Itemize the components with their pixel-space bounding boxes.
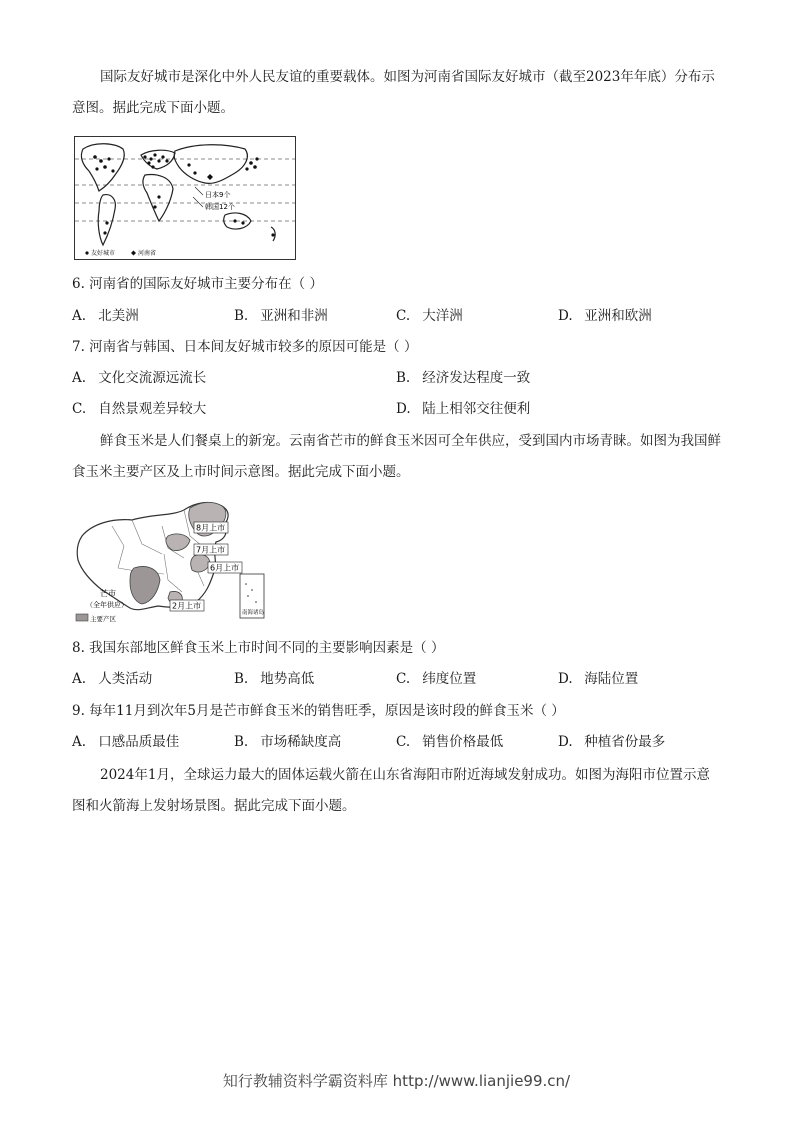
label-july: 7月上市 [196,545,226,555]
question-8-stem: 8. 我国东部地区鲜食玉米上市时间不同的主要影响因素是（ ） [72,640,445,656]
passage-fresh-corn: 鲜食玉米是人们餐桌上的新宠。云南省芒市的鲜食玉米因可全年供应，受到国内市场青睐。如图为我国鲜食玉米主要产区及上市时间示意图。据此完成下面小题。 [72,433,721,480]
q7-option-a[interactable]: A. 文化交流源远流长 [72,370,207,386]
passage-rocket-launch: 2024年1月，全球运力最大的固体运载火箭在山东省海阳市附近海域发射成功。如图为海阳市位置示意图和火箭海上发射场景图。据此完成下面小题。 [72,767,710,814]
question-7-stem: 7. 河南省与韩国、日本间友好城市较多的原因可能是（ ） [72,339,418,355]
q8-option-c[interactable]: C. 纬度位置 [396,671,477,687]
q8-option-b[interactable]: B. 地势高低 [234,671,315,687]
korea-count-label: 韩国12个 [205,203,235,211]
q9-option-d[interactable]: D. 种植省份最多 [558,734,666,750]
q7-option-b[interactable]: B. 经济发达程度一致 [396,370,531,386]
q6-option-a[interactable]: A. 北美洲 [72,308,139,324]
label-february: 2月上市 [172,601,202,611]
legend-henan: 河南省 [138,250,157,257]
question-9-stem: 9. 每年11月到次年5月是芒市鲜食玉米的销售旺季，原因是该时段的鲜食玉米（ ） [72,703,565,719]
label-mangshi: 芒市 [100,589,116,598]
label-all-year: （全年供应） [86,601,128,609]
passage-friendship-cities: 国际友好城市是深化中外人民友谊的重要载体。如图为河南省国际友好城市（截至2023年年底）分布示意图。据此完成下面小题。 [72,69,715,116]
q7-option-d[interactable]: D. 陆上相邻交往便利 [396,401,531,417]
q6-option-d[interactable]: D. 亚洲和欧洲 [558,308,652,324]
q8-option-d[interactable]: D. 海陆位置 [558,671,639,687]
q6-option-b[interactable]: B. 亚洲和非洲 [234,308,328,324]
japan-count-label: 日本9个 [205,191,231,199]
label-june: 6月上市 [210,563,240,573]
question-6-stem: 6. 河南省的国际友好城市主要分布在（ ） [72,276,323,292]
label-august: 8月上市 [196,523,226,533]
china-fresh-corn-map [72,496,270,626]
inset-label: 南海诸岛 [242,610,265,616]
q9-option-c[interactable]: C. 销售价格最低 [396,734,504,750]
world-friendship-city-map [74,136,296,260]
q9-option-b[interactable]: B. 市场稀缺度高 [234,734,342,750]
legend-main-area: 主要产区 [90,615,116,623]
q8-option-a[interactable]: A. 人类活动 [72,671,153,687]
q7-option-c[interactable]: C. 自然景观差异较大 [72,401,207,417]
q6-option-c[interactable]: C. 大洋洲 [396,308,463,324]
legend-friendship-city: 友好城市 [91,250,116,257]
henan-marker-icon [207,174,213,180]
q9-option-a[interactable]: A. 口感品质最佳 [72,734,180,750]
footer-watermark: 知行教辅资料学霸资料库 http://www.lianjie99.cn/ [222,1072,571,1090]
